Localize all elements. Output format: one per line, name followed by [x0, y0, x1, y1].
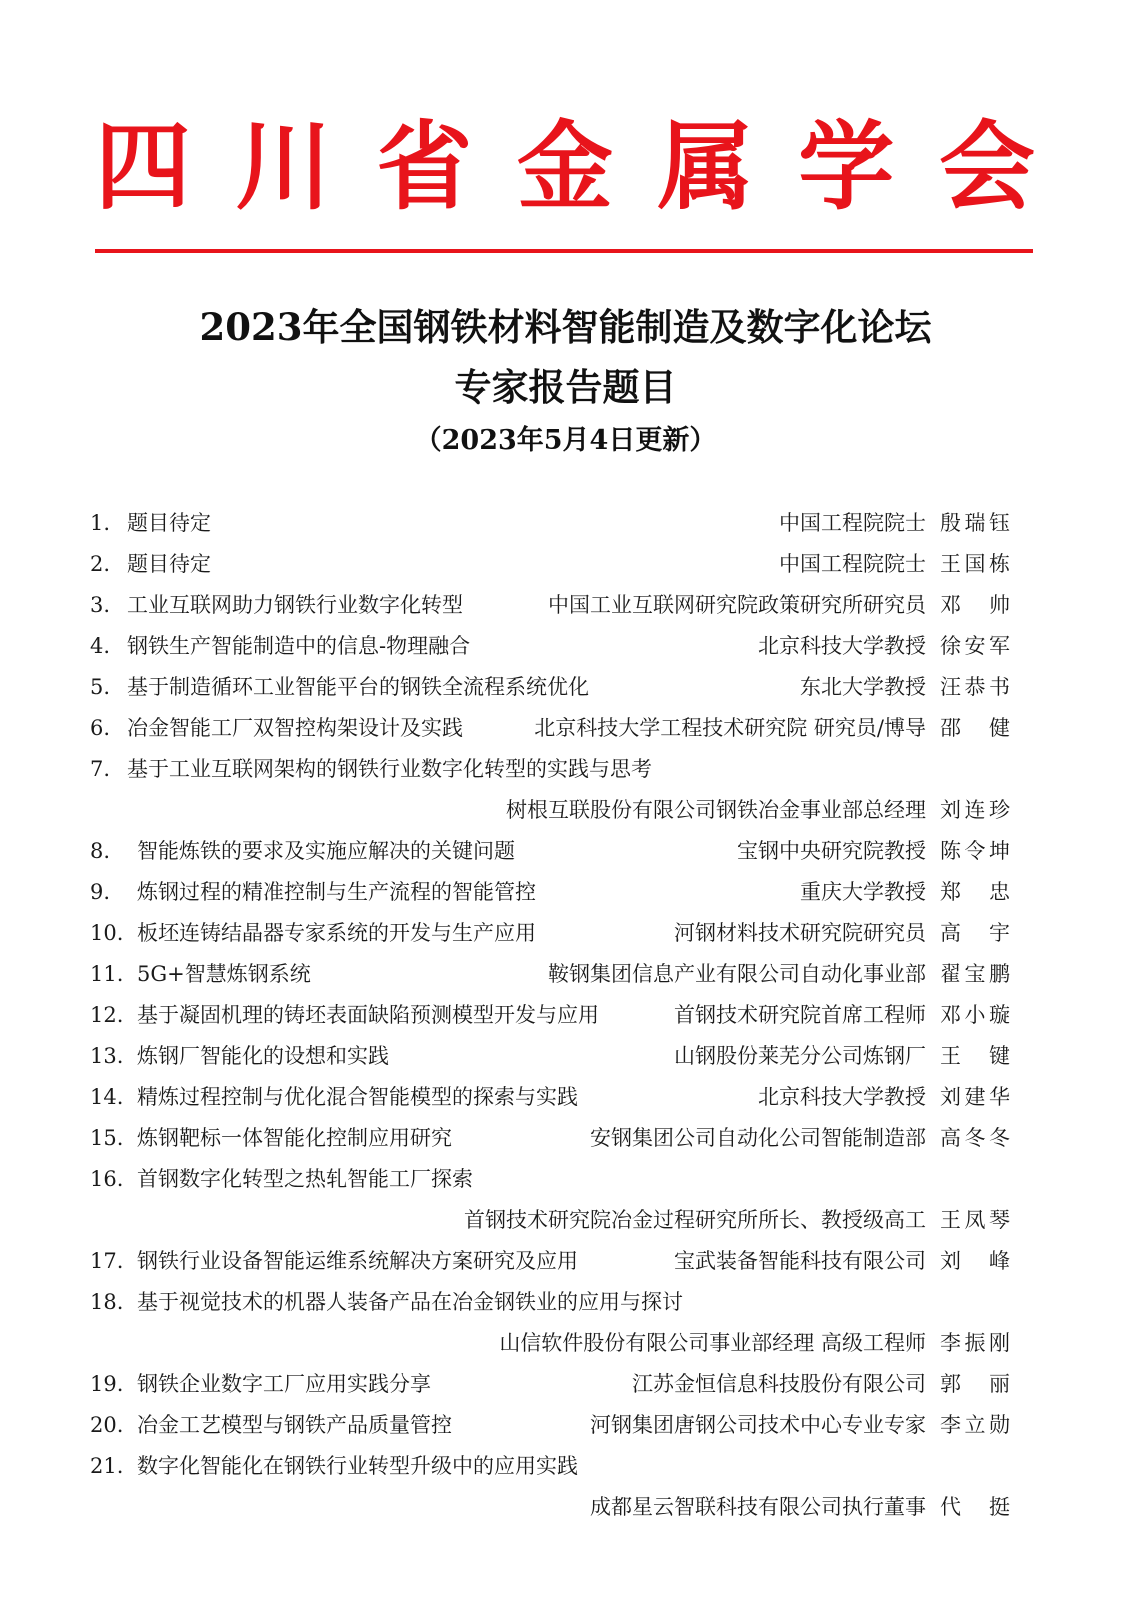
report-item-continuation	[0, 1323, 1131, 1364]
report-number: 18.	[90, 1290, 124, 1314]
speaker-affiliation: 首钢技术研究院冶金过程研究所所长、教授级高工	[464, 1208, 926, 1232]
report-item	[0, 585, 1131, 626]
report-item	[0, 1159, 1131, 1200]
speaker-affiliation: 北京科技大学教授	[758, 1085, 926, 1109]
speaker-name: 高 宇	[940, 921, 1010, 945]
speaker-affiliation: 东北大学教授	[800, 675, 926, 699]
speaker-name: 李立勋	[940, 1413, 1010, 1437]
report-topic: 冶金工艺模型与钢铁产品质量管控	[137, 1413, 452, 1437]
speaker-affiliation: 安钢集团公司自动化公司智能制造部	[590, 1126, 926, 1150]
report-topic: 题目待定	[127, 552, 211, 576]
speaker-name: 王凤琴	[940, 1208, 1010, 1232]
speaker-affiliation: 宝钢中央研究院教授	[737, 839, 926, 863]
report-item	[0, 995, 1131, 1036]
speaker-name: 刘连珍	[940, 798, 1010, 822]
report-item	[0, 1077, 1131, 1118]
letterhead-divider	[95, 249, 1033, 253]
report-topic: 钢铁行业设备智能运维系统解决方案研究及应用	[137, 1249, 578, 1273]
report-item	[0, 503, 1131, 544]
report-topic: 钢铁企业数字工厂应用实践分享	[137, 1372, 431, 1396]
speaker-name: 王国栋	[940, 552, 1010, 576]
organization-letterhead	[95, 112, 1035, 222]
speaker-affiliation: 中国工程院院士	[779, 552, 926, 576]
speaker-name: 刘建华	[940, 1085, 1010, 1109]
report-item-continuation	[0, 790, 1131, 831]
report-topic: 5G+智慧炼钢系统	[137, 962, 311, 986]
report-number: 21.	[90, 1454, 124, 1478]
speaker-affiliation: 河钢材料技术研究院研究员	[674, 921, 926, 945]
report-topic: 数字化智能化在钢铁行业转型升级中的应用实践	[137, 1454, 578, 1478]
report-item	[0, 831, 1131, 872]
document-subtitle: 专家报告题目	[454, 365, 677, 409]
report-topic: 炼钢厂智能化的设想和实践	[137, 1044, 389, 1068]
report-number: 17.	[90, 1249, 124, 1273]
report-item	[0, 1446, 1131, 1487]
report-item	[0, 1036, 1131, 1077]
report-number: 9.	[90, 880, 111, 904]
speaker-affiliation: 中国工业互联网研究院政策研究所研究员	[548, 593, 926, 617]
speaker-affiliation: 中国工程院院士	[779, 511, 926, 535]
speaker-name: 李振刚	[940, 1331, 1010, 1355]
report-item-continuation	[0, 1200, 1131, 1241]
report-item	[0, 954, 1131, 995]
document-title: 2023年全国钢铁材料智能制造及数字化论坛	[199, 305, 932, 349]
report-topic: 炼钢过程的精准控制与生产流程的智能管控	[137, 880, 536, 904]
report-number: 11.	[90, 962, 124, 986]
report-topic: 首钢数字化转型之热轧智能工厂探索	[137, 1167, 473, 1191]
speaker-affiliation: 北京科技大学教授	[758, 634, 926, 658]
report-topic: 冶金智能工厂双智控构架设计及实践	[127, 716, 463, 740]
speaker-affiliation: 山钢股份莱芜分公司炼钢厂	[674, 1044, 926, 1068]
report-item	[0, 1405, 1131, 1446]
letterhead-char: 金	[516, 111, 613, 223]
report-list	[0, 503, 1131, 1528]
speaker-affiliation: 江苏金恒信息科技股份有限公司	[632, 1372, 926, 1396]
speaker-affiliation: 山信软件股份有限公司事业部经理 高级工程师	[499, 1331, 926, 1355]
speaker-affiliation: 成都星云智联科技有限公司执行董事	[590, 1495, 926, 1519]
report-number: 6.	[90, 716, 111, 740]
report-topic: 板坯连铸结晶器专家系统的开发与生产应用	[137, 921, 536, 945]
speaker-affiliation: 鞍钢集团信息产业有限公司自动化事业部	[548, 962, 926, 986]
letterhead-char: 省	[376, 111, 473, 223]
letterhead-char: 属	[657, 111, 754, 223]
report-topic: 精炼过程控制与优化混合智能模型的探索与实践	[137, 1085, 578, 1109]
report-item	[0, 667, 1131, 708]
speaker-name: 邓小璇	[940, 1003, 1010, 1027]
report-item	[0, 544, 1131, 585]
report-number: 12.	[90, 1003, 124, 1027]
report-topic: 题目待定	[127, 511, 211, 535]
speaker-name: 徐安军	[940, 634, 1010, 658]
report-number: 16.	[90, 1167, 124, 1191]
report-topic: 炼钢靶标一体智能化控制应用研究	[137, 1126, 452, 1150]
report-item	[0, 749, 1131, 790]
letterhead-char: 会	[938, 111, 1035, 223]
report-number: 13.	[90, 1044, 124, 1068]
report-item	[0, 1118, 1131, 1159]
speaker-name: 翟宝鹏	[940, 962, 1010, 986]
speaker-affiliation: 重庆大学教授	[800, 880, 926, 904]
report-item	[0, 872, 1131, 913]
report-number: 15.	[90, 1126, 124, 1150]
speaker-name: 陈令坤	[940, 839, 1010, 863]
letterhead-char: 学	[798, 111, 895, 223]
update-date-note: （2023年5月4日更新）	[414, 425, 717, 456]
letterhead-char: 四	[95, 111, 191, 223]
report-number: 7.	[90, 757, 111, 781]
letterhead-char: 川	[235, 111, 332, 223]
speaker-name: 刘 峰	[940, 1249, 1010, 1273]
speaker-name: 王 键	[940, 1044, 1010, 1068]
report-topic: 工业互联网助力钢铁行业数字化转型	[127, 593, 463, 617]
speaker-name: 汪恭书	[940, 675, 1010, 699]
report-number: 1.	[90, 511, 111, 535]
report-topic: 基于凝固机理的铸坯表面缺陷预测模型开发与应用	[137, 1003, 599, 1027]
report-topic: 钢铁生产智能制造中的信息-物理融合	[127, 634, 471, 658]
report-item	[0, 1282, 1131, 1323]
report-number: 20.	[90, 1413, 124, 1437]
report-item	[0, 626, 1131, 667]
report-topic: 基于视觉技术的机器人装备产品在冶金钢铁业的应用与探讨	[137, 1290, 683, 1314]
report-item	[0, 708, 1131, 749]
report-topic: 基于工业互联网架构的钢铁行业数字化转型的实践与思考	[127, 757, 652, 781]
report-item	[0, 1364, 1131, 1405]
speaker-name: 高冬冬	[940, 1126, 1010, 1150]
speaker-name: 邓 帅	[940, 593, 1010, 617]
report-item	[0, 1241, 1131, 1282]
report-number: 14.	[90, 1085, 124, 1109]
report-item	[0, 913, 1131, 954]
speaker-name: 郑 忠	[940, 880, 1010, 904]
speaker-name: 邵 健	[940, 716, 1010, 740]
report-number: 8.	[90, 839, 111, 863]
speaker-affiliation: 宝武装备智能科技有限公司	[674, 1249, 926, 1273]
report-number: 19.	[90, 1372, 124, 1396]
report-topic: 智能炼铁的要求及实施应解决的关键问题	[137, 839, 515, 863]
report-number: 10.	[90, 921, 124, 945]
speaker-affiliation: 北京科技大学工程技术研究院 研究员/博导	[534, 716, 926, 740]
report-number: 2.	[90, 552, 111, 576]
speaker-name: 郭 丽	[940, 1372, 1010, 1396]
speaker-affiliation: 河钢集团唐钢公司技术中心专业专家	[590, 1413, 926, 1437]
speaker-affiliation: 首钢技术研究院首席工程师	[674, 1003, 926, 1027]
report-topic: 基于制造循环工业智能平台的钢铁全流程系统优化	[127, 675, 589, 699]
report-number: 5.	[90, 675, 111, 699]
report-number: 4.	[90, 634, 111, 658]
speaker-name: 代 挺	[940, 1495, 1010, 1519]
speaker-name: 殷瑞钰	[940, 511, 1010, 535]
report-item-continuation	[0, 1487, 1131, 1528]
report-number: 3.	[90, 593, 111, 617]
speaker-affiliation: 树根互联股份有限公司钢铁冶金事业部总经理	[506, 798, 926, 822]
